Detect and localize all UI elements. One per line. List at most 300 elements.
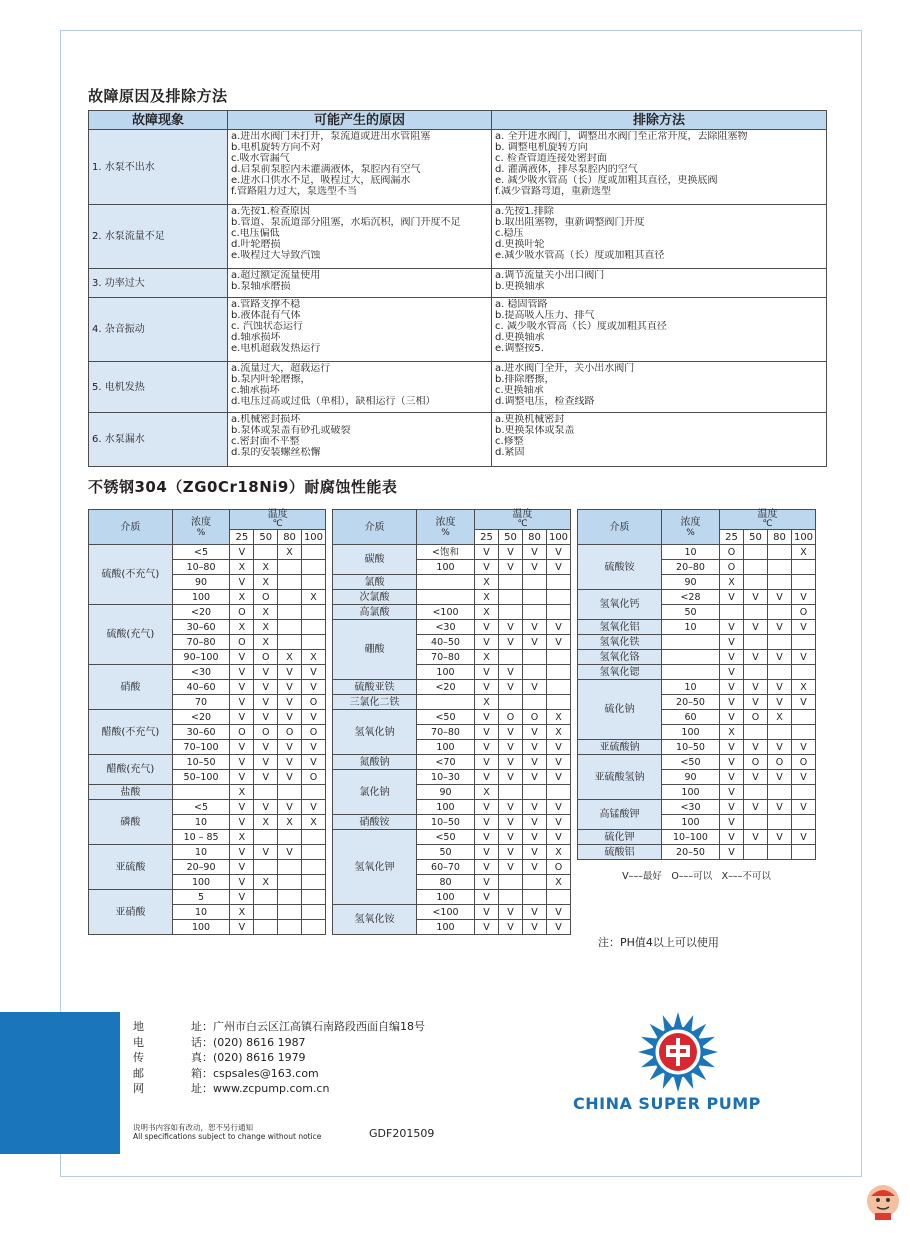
corrosion-row	[578, 590, 816, 605]
header-concentration	[172, 510, 230, 545]
rating-cell: X	[254, 635, 278, 650]
corrosion-row	[333, 905, 571, 920]
rating-cell: V	[475, 635, 499, 650]
rating-cell: X	[254, 620, 278, 635]
concentration-cell: 50–100	[172, 770, 230, 785]
rating-cell: V	[301, 740, 325, 755]
corrosion-row	[578, 620, 816, 635]
remedy-line: c.稳压	[495, 228, 524, 239]
rating-cell: V	[720, 740, 744, 755]
concentration-cell: 20–50	[662, 845, 720, 860]
rating-cell: V	[499, 560, 523, 575]
corrosion-row	[89, 755, 326, 770]
cause-line: b.泵轴承磨损	[231, 281, 291, 292]
rating-cell: V	[278, 695, 302, 710]
medium-name: 硝酸	[89, 665, 173, 710]
rating-cell: V	[547, 740, 571, 755]
rating-cell: V	[523, 635, 547, 650]
rating-cell: V	[768, 650, 792, 665]
rating-cell	[768, 725, 792, 740]
rating-cell: V	[499, 635, 523, 650]
rating-cell: V	[547, 770, 571, 785]
notice	[133, 1123, 321, 1141]
rating-cell	[278, 785, 302, 800]
rating-cell	[523, 785, 547, 800]
rating-cell: O	[254, 725, 278, 740]
corrosion-row	[333, 755, 571, 770]
rating-cell	[278, 860, 302, 875]
fault-row	[89, 413, 827, 467]
rating-cell: V	[523, 905, 547, 920]
corrosion-row	[89, 665, 326, 680]
rating-cell: V	[230, 755, 254, 770]
header-conc-label: 浓度	[435, 517, 456, 528]
rating-cell: V	[547, 545, 571, 560]
rating-cell: V	[499, 620, 523, 635]
concentration-cell: <50	[662, 755, 720, 770]
rating-cell	[278, 560, 302, 575]
concentration-cell: 10	[662, 680, 720, 695]
rating-cell	[768, 575, 792, 590]
rating-cell	[301, 575, 325, 590]
corrosion-row	[333, 605, 571, 620]
concentration-cell: 100	[417, 800, 475, 815]
concentration-cell: <20	[172, 710, 230, 725]
medium-name: 硫酸(不充气)	[89, 545, 173, 605]
rating-cell	[499, 875, 523, 890]
concentration-cell: 70–100	[172, 740, 230, 755]
rating-cell: X	[254, 875, 278, 890]
rating-cell: V	[475, 890, 499, 905]
medium-name: 亚硫酸	[89, 845, 173, 890]
header-temp-50: 50	[744, 530, 768, 545]
fault-symptom: 1. 水泵不出水	[89, 130, 228, 205]
fault-symptom: 6. 水泵漏水	[89, 413, 228, 467]
rating-cell: O	[254, 590, 278, 605]
corrosion-table-2	[332, 509, 571, 935]
remedy-line: d.调整电压，检查线路	[495, 396, 595, 407]
contact-row	[133, 1019, 425, 1035]
rating-cell: V	[475, 920, 499, 935]
rating-cell: V	[523, 860, 547, 875]
rating-cell: V	[475, 830, 499, 845]
header-temp-25: 25	[230, 530, 254, 545]
concentration-cell: 70	[172, 695, 230, 710]
concentration-cell: 90	[662, 575, 720, 590]
rating-cell: V	[475, 755, 499, 770]
rating-cell: V	[720, 635, 744, 650]
header-temp-25: 25	[475, 530, 499, 545]
cause-line: e.吸程过大导致汽蚀	[231, 250, 321, 261]
rating-cell: V	[475, 800, 499, 815]
fault-remedies	[492, 362, 827, 413]
rating-cell	[744, 635, 768, 650]
rating-cell: O	[792, 755, 816, 770]
rating-cell	[278, 575, 302, 590]
medium-name: 高氯酸	[333, 605, 417, 620]
rating-cell: V	[744, 800, 768, 815]
rating-cell: X	[792, 545, 816, 560]
medium-name: 氮酸钠	[333, 755, 417, 770]
remedy-line: a.先按1.排除	[495, 206, 554, 217]
header-conc-unit: %	[441, 528, 450, 538]
rating-cell: V	[278, 770, 302, 785]
corrosion-row	[333, 620, 571, 635]
corrosion-row	[578, 830, 816, 845]
concentration-cell: 50	[417, 845, 475, 860]
medium-name: 硝酸铵	[333, 815, 417, 830]
cause-line: c.电压偏低	[231, 228, 280, 239]
rating-cell: V	[744, 770, 768, 785]
rating-cell: V	[547, 800, 571, 815]
fault-causes	[228, 205, 492, 269]
rating-cell	[254, 830, 278, 845]
concentration-cell: 80	[417, 875, 475, 890]
rating-cell: O	[547, 860, 571, 875]
contact-key: 电	[133, 1035, 144, 1049]
rating-cell: V	[475, 905, 499, 920]
rating-cell	[523, 695, 547, 710]
fault-remedies	[492, 298, 827, 362]
fault-causes	[228, 362, 492, 413]
rating-cell: V	[230, 800, 254, 815]
rating-cell: V	[547, 635, 571, 650]
rating-cell: V	[744, 695, 768, 710]
rating-cell: V	[523, 845, 547, 860]
rating-cell: X	[547, 845, 571, 860]
rating-cell: O	[230, 725, 254, 740]
rating-cell	[744, 665, 768, 680]
rating-cell: X	[301, 650, 325, 665]
rating-cell: V	[254, 800, 278, 815]
concentration-cell: <30	[662, 800, 720, 815]
rating-cell: X	[475, 785, 499, 800]
rating-cell: X	[720, 725, 744, 740]
rating-cell	[768, 845, 792, 860]
brand-name: CHINA SUPER PUMP	[573, 1094, 761, 1113]
medium-name: 碳酸	[333, 545, 417, 575]
rating-cell	[768, 635, 792, 650]
corrosion-row	[333, 590, 571, 605]
rating-cell: V	[720, 770, 744, 785]
cause-line: a.先按1.检查原因	[231, 206, 310, 217]
rating-cell: X	[301, 815, 325, 830]
remedy-line: e.减少吸水管高（长）度或加粗其直径	[495, 250, 665, 261]
rating-cell: V	[230, 770, 254, 785]
cause-line: b.电机旋转方向不对	[231, 142, 321, 153]
header-temp-label: 温度	[267, 509, 288, 520]
corrosion-row	[89, 545, 326, 560]
rating-cell	[768, 545, 792, 560]
rating-cell	[768, 560, 792, 575]
rating-cell: X	[230, 830, 254, 845]
cause-line: d.启泵前泵腔内未灌满液体，泵腔内有空气	[231, 164, 421, 175]
medium-name: 氢氧化铵	[333, 905, 417, 935]
header-medium: 介质	[578, 510, 662, 545]
fault-table	[88, 110, 827, 467]
concentration-cell: 10	[172, 845, 230, 860]
rating-cell: V	[278, 755, 302, 770]
corrosion-row	[333, 770, 571, 785]
rating-cell: O	[720, 560, 744, 575]
rating-cell: V	[499, 545, 523, 560]
concentration-cell: 10 – 85	[172, 830, 230, 845]
medium-name: 氯酸	[333, 575, 417, 590]
rating-cell	[301, 605, 325, 620]
corrosion-row	[578, 740, 816, 755]
rating-cell	[792, 815, 816, 830]
contact-row	[133, 1066, 425, 1082]
rating-cell: V	[744, 590, 768, 605]
contact-value: (020) 8616 1979	[213, 1051, 306, 1064]
rating-cell: V	[547, 755, 571, 770]
remedy-line: e. 减少吸水管高（长）度或加粗其直径，更换底阀	[495, 175, 718, 186]
concentration-cell: 90–100	[172, 650, 230, 665]
medium-name: 亚硫酸钠	[578, 740, 662, 755]
fault-causes	[228, 413, 492, 467]
concentration-cell: 10	[662, 545, 720, 560]
rating-cell	[547, 650, 571, 665]
concentration-cell	[417, 695, 475, 710]
remedy-line: c.更换轴承	[495, 385, 544, 396]
contact-row	[133, 1050, 425, 1066]
corrosion-row	[578, 545, 816, 560]
fault-remedies	[492, 269, 827, 298]
rating-cell	[301, 785, 325, 800]
rating-cell: V	[475, 860, 499, 875]
rating-cell: V	[230, 860, 254, 875]
rating-cell: X	[547, 725, 571, 740]
concentration-cell: 10	[662, 620, 720, 635]
contact-value[interactable]: cspsales@163.com	[213, 1066, 319, 1080]
concentration-cell: 100	[417, 920, 475, 935]
rating-cell: O	[523, 710, 547, 725]
rating-cell	[744, 575, 768, 590]
rating-cell	[301, 890, 325, 905]
header-temp-100: 100	[547, 530, 571, 545]
concentration-cell: <5	[172, 545, 230, 560]
rating-cell: V	[254, 740, 278, 755]
remedy-line: d.更换轴承	[495, 332, 545, 343]
rating-cell: V	[768, 800, 792, 815]
rating-cell	[523, 575, 547, 590]
corrosion-row	[333, 830, 571, 845]
rating-cell: V	[768, 695, 792, 710]
contact-value: 广州市白云区江高镇石南路段西面自编18号	[213, 1020, 425, 1033]
remedy-line: e.调整按5.	[495, 343, 544, 354]
rating-cell	[744, 785, 768, 800]
rating-cell	[301, 620, 325, 635]
rating-cell: V	[475, 665, 499, 680]
concentration-cell: <100	[417, 605, 475, 620]
concentration-cell: 60	[662, 710, 720, 725]
rating-cell	[499, 695, 523, 710]
fault-row	[89, 130, 827, 205]
remedy-line: a.进水阀门全开，关小出水阀门	[495, 363, 635, 374]
rating-cell: V	[254, 680, 278, 695]
rating-cell: V	[720, 590, 744, 605]
rating-cell: O	[301, 770, 325, 785]
rating-cell	[744, 560, 768, 575]
medium-name: 亚硝酸	[89, 890, 173, 935]
rating-cell: V	[278, 680, 302, 695]
rating-cell	[792, 785, 816, 800]
rating-cell: X	[768, 710, 792, 725]
rating-cell	[499, 575, 523, 590]
concentration-cell: 90	[417, 785, 475, 800]
fault-remedies	[492, 413, 827, 467]
concentration-cell: 100	[172, 875, 230, 890]
cause-line: b.泵内叶轮磨擦，	[231, 374, 311, 385]
header-temp-80: 80	[523, 530, 547, 545]
fault-causes	[228, 298, 492, 362]
corrosion-row	[578, 800, 816, 815]
rating-cell	[278, 830, 302, 845]
remedy-line: d. 灌满液体，排尽泵腔内的空气	[495, 164, 638, 175]
corrosion-row	[333, 575, 571, 590]
contact-value[interactable]: www.zcpump.com.cn	[213, 1082, 330, 1095]
concentration-cell	[662, 665, 720, 680]
medium-name: 氢氧化钠	[333, 710, 417, 755]
corrosion-row	[89, 785, 326, 800]
rating-cell: O	[230, 635, 254, 650]
rating-cell: V	[720, 815, 744, 830]
rating-cell: V	[254, 770, 278, 785]
remedy-line: c.修整	[495, 436, 524, 447]
cause-line: a.进出水阀门未打开，泵流道或进出水管阻塞	[231, 131, 431, 142]
concentration-cell: 100	[662, 725, 720, 740]
rating-cell: V	[523, 740, 547, 755]
medium-name: 氯化钠	[333, 770, 417, 815]
fault-remedies	[492, 130, 827, 205]
concentration-cell	[662, 635, 720, 650]
rating-cell: V	[547, 815, 571, 830]
rating-cell	[744, 605, 768, 620]
medium-name: 亚硫酸氢钠	[578, 755, 662, 800]
rating-cell	[301, 635, 325, 650]
corrosion-section-title: 不锈钢304（ZG0Cr18Ni9）耐腐蚀性能表	[88, 478, 398, 496]
rating-cell: V	[547, 905, 571, 920]
rating-cell: V	[475, 815, 499, 830]
rating-cell	[301, 545, 325, 560]
concentration-cell: 5	[172, 890, 230, 905]
rating-cell	[523, 890, 547, 905]
rating-cell: V	[230, 665, 254, 680]
concentration-cell: <20	[417, 680, 475, 695]
rating-cell: V	[254, 845, 278, 860]
rating-cell: V	[523, 545, 547, 560]
rating-cell	[768, 665, 792, 680]
medium-name: 硼酸	[333, 620, 417, 680]
rating-cell: V	[230, 695, 254, 710]
rating-cell	[523, 875, 547, 890]
header-temp-80: 80	[278, 530, 302, 545]
rating-cell: V	[768, 590, 792, 605]
header-temp-unit: ℃	[517, 519, 528, 529]
fault-symptom: 4. 杂音振动	[89, 298, 228, 362]
rating-cell	[547, 665, 571, 680]
rating-cell: V	[230, 710, 254, 725]
rating-cell	[744, 545, 768, 560]
rating-cell: O	[301, 725, 325, 740]
rating-cell: X	[230, 905, 254, 920]
rating-cell	[301, 830, 325, 845]
contact-value: (020) 8616 1987	[213, 1035, 306, 1049]
rating-cell	[278, 890, 302, 905]
remedy-line: a. 稳固管路	[495, 299, 548, 310]
rating-cell	[278, 875, 302, 890]
corrosion-row	[89, 800, 326, 815]
rating-cell: V	[792, 800, 816, 815]
rating-cell: V	[301, 680, 325, 695]
rating-cell	[547, 890, 571, 905]
concentration-cell: 90	[662, 770, 720, 785]
cause-line: b.管道、泵流道部分阻塞，水垢沉积，阀门开度不足	[231, 217, 461, 228]
cause-line: a.流量过大，超载运行	[231, 363, 331, 374]
medium-name: 三氯化二铁	[333, 695, 417, 710]
medium-name: 醋酸(不充气)	[89, 710, 173, 755]
rating-cell: V	[301, 665, 325, 680]
medium-name: 硫酸亚铁	[333, 680, 417, 695]
rating-cell: V	[475, 710, 499, 725]
rating-cell: V	[499, 800, 523, 815]
rating-cell	[547, 575, 571, 590]
concentration-cell: 100	[417, 890, 475, 905]
cause-line: d.电压过高或过低（单相），缺相运行（三相）	[231, 396, 436, 407]
rating-cell: V	[230, 920, 254, 935]
rating-cell	[744, 815, 768, 830]
header-temperature	[720, 510, 816, 530]
rating-cell: V	[523, 725, 547, 740]
concentration-cell: 100	[417, 740, 475, 755]
rating-cell	[792, 845, 816, 860]
notice-cn: 说明书内容如有改动，恕不另行通知	[133, 1123, 253, 1132]
rating-cell	[792, 560, 816, 575]
medium-name: 醋酸(充气)	[89, 755, 173, 785]
concentration-cell: 100	[172, 590, 230, 605]
concentration-cell: 30–60	[172, 725, 230, 740]
header-temp-50: 50	[254, 530, 278, 545]
concentration-cell: <50	[417, 830, 475, 845]
rating-cell: V	[499, 680, 523, 695]
rating-cell: V	[254, 710, 278, 725]
concentration-cell: 50	[662, 605, 720, 620]
concentration-cell	[417, 590, 475, 605]
rating-cell: V	[278, 665, 302, 680]
rating-cell: V	[499, 815, 523, 830]
remedy-line: b. 调整电机旋转方向	[495, 142, 588, 153]
rating-cell: V	[301, 755, 325, 770]
concentration-cell: 10–50	[662, 740, 720, 755]
remedy-line: b.取出阻塞物，重新调整阀门开度	[495, 217, 645, 228]
corrosion-table-3	[577, 509, 816, 860]
rating-cell	[547, 605, 571, 620]
rating-cell: X	[475, 650, 499, 665]
rating-cell: V	[720, 845, 744, 860]
rating-cell: V	[230, 875, 254, 890]
rating-cell	[499, 590, 523, 605]
remedy-line: d.紧固	[495, 447, 525, 458]
concentration-cell: 70–80	[417, 725, 475, 740]
fault-row	[89, 205, 827, 269]
header-medium: 介质	[89, 510, 173, 545]
concentration-cell: 100	[417, 665, 475, 680]
concentration-cell: 100	[662, 785, 720, 800]
rating-cell: V	[499, 725, 523, 740]
medium-name: 氢氧化铁	[578, 635, 662, 650]
cause-line: c. 汽蚀状态运行	[231, 321, 303, 332]
concentration-cell: <100	[417, 905, 475, 920]
